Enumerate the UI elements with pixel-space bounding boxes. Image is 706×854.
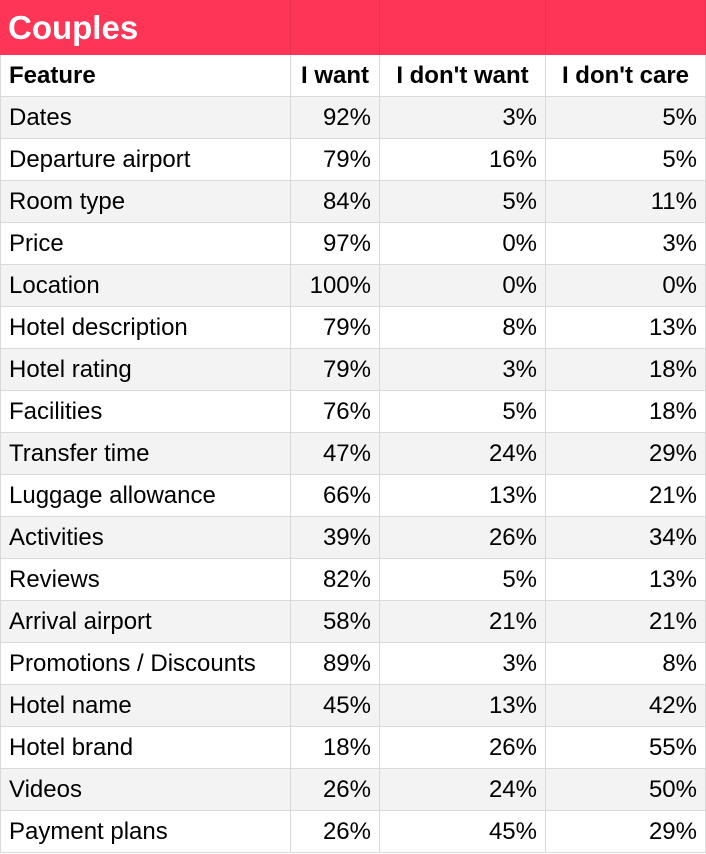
title-cell-empty[interactable] bbox=[291, 1, 380, 55]
cell-i-want[interactable]: 89% bbox=[291, 643, 380, 685]
header-i-want[interactable]: I want bbox=[291, 55, 380, 97]
cell-feature[interactable]: Hotel name bbox=[1, 685, 291, 727]
cell-feature[interactable]: Activities bbox=[1, 517, 291, 559]
cell-i-dont-care[interactable]: 21% bbox=[546, 601, 706, 643]
cell-i-want[interactable]: 45% bbox=[291, 685, 380, 727]
cell-i-want[interactable]: 47% bbox=[291, 433, 380, 475]
table-row bbox=[1, 433, 706, 475]
cell-i-dont-care[interactable]: 42% bbox=[546, 685, 706, 727]
table-row bbox=[1, 223, 706, 265]
cell-i-want[interactable]: 79% bbox=[291, 139, 380, 181]
cell-i-want[interactable]: 76% bbox=[291, 391, 380, 433]
cell-i-want[interactable]: 97% bbox=[291, 223, 380, 265]
cell-i-dont-want[interactable]: 5% bbox=[380, 391, 546, 433]
cell-i-want[interactable]: 66% bbox=[291, 475, 380, 517]
table-row bbox=[1, 643, 706, 685]
title-cell-empty[interactable] bbox=[546, 1, 706, 55]
cell-i-dont-want[interactable]: 0% bbox=[380, 265, 546, 307]
table-row bbox=[1, 97, 706, 139]
cell-i-dont-care[interactable]: 29% bbox=[546, 811, 706, 853]
cell-feature[interactable]: Payment plans bbox=[1, 811, 291, 853]
cell-i-dont-want[interactable]: 3% bbox=[380, 349, 546, 391]
cell-i-dont-care[interactable]: 11% bbox=[546, 181, 706, 223]
cell-feature[interactable]: Dates bbox=[1, 97, 291, 139]
title-cell-empty[interactable] bbox=[380, 1, 546, 55]
cell-i-dont-want[interactable]: 26% bbox=[380, 517, 546, 559]
cell-i-dont-want[interactable]: 3% bbox=[380, 643, 546, 685]
cell-i-dont-want[interactable]: 13% bbox=[380, 685, 546, 727]
table-row bbox=[1, 391, 706, 433]
table-row bbox=[1, 601, 706, 643]
cell-i-dont-care[interactable]: 5% bbox=[546, 139, 706, 181]
table-title[interactable]: Couples bbox=[1, 1, 291, 55]
header-i-dont-want[interactable]: I don't want bbox=[380, 55, 546, 97]
cell-feature[interactable]: Arrival airport bbox=[1, 601, 291, 643]
table-row bbox=[1, 265, 706, 307]
cell-i-dont-care[interactable]: 50% bbox=[546, 769, 706, 811]
cell-i-dont-care[interactable]: 29% bbox=[546, 433, 706, 475]
cell-feature[interactable]: Facilities bbox=[1, 391, 291, 433]
cell-feature[interactable]: Room type bbox=[1, 181, 291, 223]
cell-i-dont-care[interactable]: 8% bbox=[546, 643, 706, 685]
cell-feature[interactable]: Price bbox=[1, 223, 291, 265]
table-row bbox=[1, 769, 706, 811]
table-row bbox=[1, 685, 706, 727]
cell-feature[interactable]: Hotel rating bbox=[1, 349, 291, 391]
cell-i-want[interactable]: 18% bbox=[291, 727, 380, 769]
cell-i-dont-want[interactable]: 5% bbox=[380, 181, 546, 223]
cell-i-dont-care[interactable]: 55% bbox=[546, 727, 706, 769]
cell-i-want[interactable]: 92% bbox=[291, 97, 380, 139]
cell-i-want[interactable]: 39% bbox=[291, 517, 380, 559]
cell-feature[interactable]: Hotel description bbox=[1, 307, 291, 349]
header-row bbox=[1, 55, 706, 97]
cell-i-dont-care[interactable]: 5% bbox=[546, 97, 706, 139]
cell-i-dont-want[interactable]: 16% bbox=[380, 139, 546, 181]
cell-i-want[interactable]: 26% bbox=[291, 769, 380, 811]
cell-i-dont-care[interactable]: 21% bbox=[546, 475, 706, 517]
table-row bbox=[1, 475, 706, 517]
cell-i-dont-want[interactable]: 24% bbox=[380, 433, 546, 475]
cell-i-want[interactable]: 79% bbox=[291, 307, 380, 349]
cell-i-dont-care[interactable]: 0% bbox=[546, 265, 706, 307]
cell-feature[interactable]: Promotions / Discounts bbox=[1, 643, 291, 685]
cell-i-dont-want[interactable]: 13% bbox=[380, 475, 546, 517]
cell-i-want[interactable]: 84% bbox=[291, 181, 380, 223]
cell-i-dont-care[interactable]: 18% bbox=[546, 349, 706, 391]
cell-feature[interactable]: Transfer time bbox=[1, 433, 291, 475]
cell-feature[interactable]: Luggage allowance bbox=[1, 475, 291, 517]
table-row bbox=[1, 349, 706, 391]
cell-i-dont-want[interactable]: 5% bbox=[380, 559, 546, 601]
cell-i-dont-want[interactable]: 21% bbox=[380, 601, 546, 643]
cell-i-want[interactable]: 26% bbox=[291, 811, 380, 853]
table-row bbox=[1, 181, 706, 223]
table-row bbox=[1, 559, 706, 601]
cell-i-dont-want[interactable]: 26% bbox=[380, 727, 546, 769]
header-feature[interactable]: Feature bbox=[1, 55, 291, 97]
table-row bbox=[1, 139, 706, 181]
cell-i-want[interactable]: 58% bbox=[291, 601, 380, 643]
title-row bbox=[1, 1, 706, 55]
cell-feature[interactable]: Location bbox=[1, 265, 291, 307]
table-row bbox=[1, 517, 706, 559]
cell-i-dont-want[interactable]: 3% bbox=[380, 97, 546, 139]
cell-i-dont-care[interactable]: 3% bbox=[546, 223, 706, 265]
cell-feature[interactable]: Reviews bbox=[1, 559, 291, 601]
header-i-dont-care[interactable]: I don't care bbox=[546, 55, 706, 97]
table-row bbox=[1, 727, 706, 769]
cell-feature[interactable]: Hotel brand bbox=[1, 727, 291, 769]
cell-feature[interactable]: Videos bbox=[1, 769, 291, 811]
cell-i-dont-want[interactable]: 45% bbox=[380, 811, 546, 853]
cell-feature[interactable]: Departure airport bbox=[1, 139, 291, 181]
cell-i-want[interactable]: 100% bbox=[291, 265, 380, 307]
table-row bbox=[1, 811, 706, 853]
cell-i-want[interactable]: 82% bbox=[291, 559, 380, 601]
cell-i-dont-care[interactable]: 13% bbox=[546, 307, 706, 349]
cell-i-dont-want[interactable]: 8% bbox=[380, 307, 546, 349]
cell-i-dont-care[interactable]: 34% bbox=[546, 517, 706, 559]
cell-i-dont-want[interactable]: 0% bbox=[380, 223, 546, 265]
cell-i-dont-care[interactable]: 13% bbox=[546, 559, 706, 601]
cell-i-dont-want[interactable]: 24% bbox=[380, 769, 546, 811]
cell-i-want[interactable]: 79% bbox=[291, 349, 380, 391]
table-row bbox=[1, 307, 706, 349]
cell-i-dont-care[interactable]: 18% bbox=[546, 391, 706, 433]
